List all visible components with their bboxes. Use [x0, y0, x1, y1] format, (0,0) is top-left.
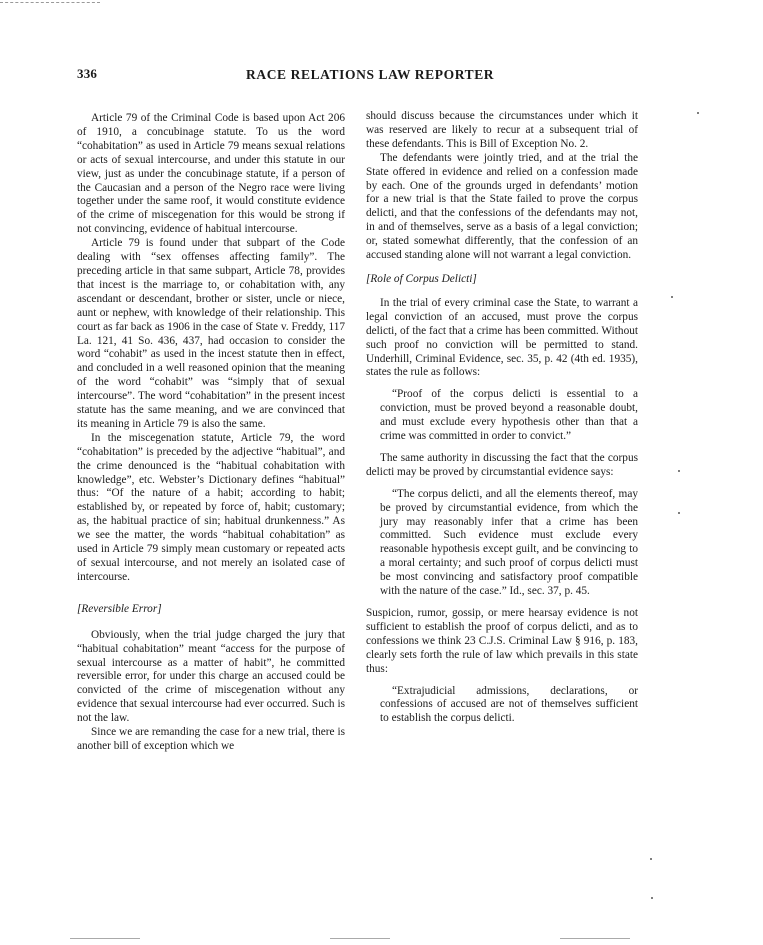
section-heading: [Reversible Error] [77, 602, 162, 615]
bottom-edge-mark [330, 938, 390, 939]
scan-speck [671, 296, 673, 298]
page-number: 336 [77, 66, 98, 81]
paragraph: Suspicion, rumor, gossip, or mere hearsay evidence is not sufficient to establish the proof of corpus delicti, and as to confessions we think 23 C.J.S. Criminal Law § 916, p. 183, clearly sets forth the rule of law which prevails in this state thus: [366, 607, 638, 675]
scan-speck [650, 858, 652, 860]
block-quote [380, 488, 638, 599]
right-column [366, 110, 638, 734]
scan-speck [651, 897, 653, 899]
scan-speck [678, 512, 680, 514]
paragraph: In the miscegenation statute, Article 79, the word “cohabitation” is preceded by the adjective “habitual”, and the crime denounced is the “habitual cohabitation with knowledge”, etc. Webster’s Dictionary defines “habitual” thus: “Of the nature of a habit; according to habit; established by, or repeated by force of, habit; customary; as, the habitual practice of sin; habitual drunkenness.” As we see the matter, the words “habitual cohabitation” as used in Article 79 simply mean customary or repeated acts of sexual intercourse, and not merely an isolated case of intercourse. [77, 431, 345, 583]
paragraph: Article 79 of the Criminal Code is based upon Act 206 of 1910, a concubinage statute. To us the word “cohabitation” as used in Article 79 means sexual relations or acts of sexual intercourse, and under this statute in our view, just as under the concubinage statute, if a person of the Caucasian and a person of the Negro race were living together under the same roof, it would constitute evidence of the crime of miscegenation for this would be strong if not convincing, evidence of habitual intercourse. [77, 112, 345, 236]
bottom-edge-mark [560, 938, 630, 939]
scan-speck [678, 470, 680, 472]
paragraph: Since we are remanding the case for a new trial, there is another bill of exception which we [77, 726, 345, 752]
quote-text: “Proof of the corpus delicti is essential to a conviction, must be proved beyond a reasonable doubt, and must exclude every hypothesis other than that a crime was committed in order to convict.” [380, 388, 638, 443]
running-head: RACE RELATIONS LAW REPORTER [246, 67, 495, 82]
scan-speck [697, 112, 699, 114]
block-quote [380, 388, 638, 444]
block-quote [380, 685, 638, 727]
quote-text: “The corpus delicti, and all the elements thereof, may be proved by circumstantial evidence, from which the jury may reasonably infer that a crime has been committed. Such evidence must exclude every reasonable hypothesis except guilt, and be convincing to a moral certainty; and such proof of corpus delicti must be most convincing and satisfactory proof compatible with the nature of the case.” Id., sec. 37, p. 45. [380, 487, 638, 598]
left-column [77, 112, 345, 754]
paragraph: should discuss because the circumstances under which it was reserved are likely to recur at a subsequent trial of these defendants. This is Bill of Exception No. 2. [366, 110, 638, 150]
top-edge-mark [0, 2, 100, 3]
bottom-edge-mark [70, 938, 140, 939]
paragraph: The defendants were jointly tried, and at the trial the State offered in evidence and relied on a confession made by each. One of the grounds urged in defendants’ motion for a new trial is that the State failed to prove the corpus delicti, and that the confessions of the defendants may not, in and of themselves, serve as a basis of a legal conviction; or, stated somewhat differently, that the confession of an accused standing alone will not warrant a legal conviction. [366, 151, 638, 262]
section-heading: [Role of Corpus Delicti] [366, 272, 477, 285]
paragraph: Obviously, when the trial judge charged the jury that “habitual cohabitation” meant “access for the purpose of sexual intercourse as a matter of habit”, he committed reversible error, for under this charge an accused could be convicted of the crime of miscegenation without any evidence that sexual intercourse had ever occurred. Such is not the law. [77, 628, 345, 725]
paragraph: The same authority in discussing the fact that the corpus delicti may be proved by circumstantial evidence says: [366, 451, 638, 478]
quote-text: “Extrajudicial admissions, declarations, or confessions of accused are not of themselves sufficient to establish the corpus delicti. [380, 684, 638, 725]
paragraph: Article 79 is found under that subpart of the Code dealing with “sex offenses affecting family”. The preceding article in that same subpart, Article 78, provides that incest is the marriage to, or cohabitation with, any ascendant or descendant, brother or sister, uncle or niece, aunt or nephew, with knowledge of their relationship. This court as far back as 1906 in the case of State v. Freddy, 117 La. 121, 41 So. 436, 437, had occasion to consider the word “cohabit” as used in the incest statute then in effect, and concluded in a well reasoned opinion that the meaning of the word “cohabit” was “simply that of sexual intercourse”. The word “cohabitation” in the present incest statute has the same meaning, and we are convinced that its meaning in Article 79 is also the same. [77, 237, 345, 430]
paragraph: In the trial of every criminal case the State, to warrant a legal conviction of an accused, must prove the corpus delicti, of the fact that a crime has been committed. Without such proof no conviction will be permitted to stand. Underhill, Criminal Evidence, sec. 35, p. 42 (4th ed. 1935), states the rule as follows: [366, 296, 638, 379]
